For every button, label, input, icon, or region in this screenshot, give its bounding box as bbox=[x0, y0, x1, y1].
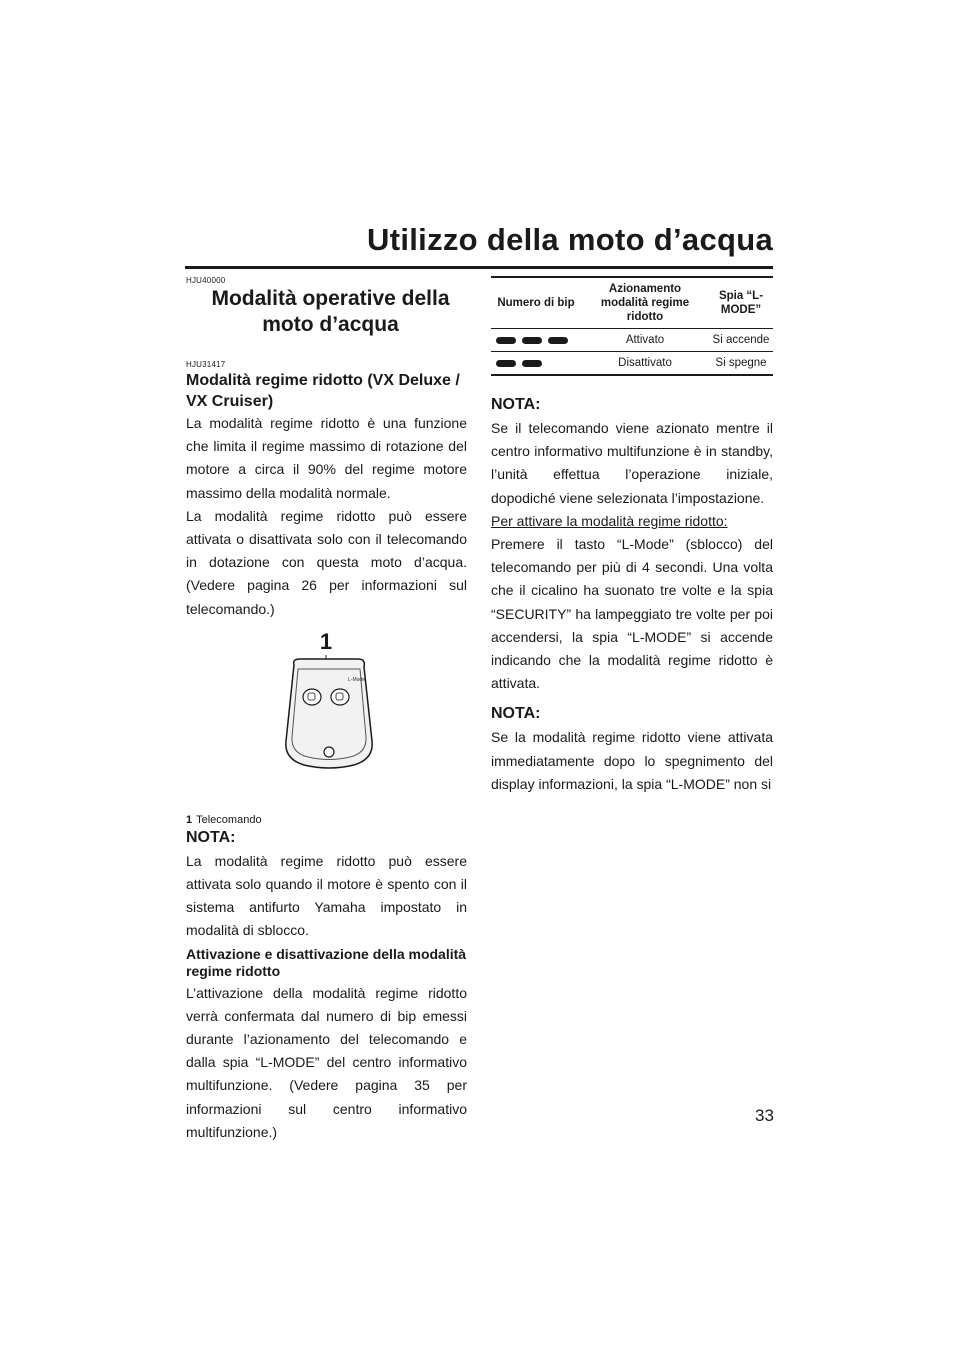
figure-caption-text: Telecomando bbox=[196, 813, 262, 826]
activation-title: Attivazione e disattivazione della modalità regime ridotto bbox=[186, 945, 467, 979]
beep-indicator-3 bbox=[494, 337, 578, 344]
figure-callout-number: 1 bbox=[319, 628, 333, 654]
section-title: Modalità operative della moto d’acqua bbox=[211, 287, 450, 336]
nota-text-2: Se il telecomando viene azionato mentre il centro informativo multifunzione è in standby, l’unità effettua l’operazione iniziale, dopodiché viene selezionata l’impostazione. bbox=[491, 420, 773, 506]
table-header-row bbox=[491, 277, 773, 329]
subsection-code: HJU31417 bbox=[186, 360, 226, 369]
right-column bbox=[491, 276, 773, 796]
activate-steps-title: Per attivare la modalità regime ridotto: bbox=[491, 512, 728, 529]
remote-lmode-label: L-Mode bbox=[348, 676, 365, 683]
figure-caption-number: 1 bbox=[186, 813, 193, 826]
nota-text-1: La modalità regime ridotto può essere attivata solo quando il motore è spento con il sistema antifurto Yamaha impostato in modalità di sblocco. bbox=[186, 852, 467, 939]
page-number: 33 bbox=[755, 1106, 774, 1125]
beep-icon bbox=[548, 337, 568, 344]
nota-text-3: Se la modalità regime ridotto viene attivata immediatamente dopo lo spegnimento del display informazioni, la spia “L-MODE” non si bbox=[491, 729, 773, 792]
table-cell-beeps bbox=[491, 352, 581, 376]
table-cell-beeps bbox=[491, 329, 581, 352]
activate-steps-text: Premere il tasto “L-Mode” (sblocco) del telecomando per più di 4 secondi. Una volta che il cicalino ha suonato tre volte e la spia “SECURITY” ha lampeggiato tre volte per poi accendersi, la spia “L-MODE” si accende indicando che la modalità regime ridotto è attivata. bbox=[491, 536, 773, 692]
body-paragraph-1: La modalità regime ridotto è una funzione che limita il regime massimo di rotazione del motore a circa il 90% del regime motore massimo della modalità normale. bbox=[186, 415, 467, 501]
table-cell-lamp: Si spegne bbox=[709, 352, 773, 376]
table-row bbox=[491, 329, 773, 352]
beep-icon bbox=[496, 360, 516, 367]
table-cell-action: Attivato bbox=[581, 329, 709, 352]
table-header-lamp: Spia “L-MODE” bbox=[709, 277, 773, 329]
nota-title-3: NOTA: bbox=[491, 705, 541, 723]
remote-figure bbox=[186, 628, 467, 826]
nota-title-2: NOTA: bbox=[491, 396, 541, 413]
table-header-beeps: Numero di bip bbox=[491, 277, 581, 329]
bip-table bbox=[491, 276, 773, 376]
table-header-action: Azionamento modalità regime ridotto bbox=[581, 277, 709, 329]
nota-title-1: NOTA: bbox=[186, 828, 236, 846]
beep-indicator-2 bbox=[494, 360, 578, 367]
table-row bbox=[491, 352, 773, 376]
header-rule bbox=[185, 266, 773, 269]
activation-text: L’attivazione della modalità regime ridotto verrà confermata dal numero di bip emessi durante l’azionamento del telecomando e dalla spia “L-MODE” del centro informativo multifunzione. (Vedere pagina 35 per informazioni sul centro informativo multifunzione.) bbox=[186, 984, 467, 1140]
page-header-title: Utilizzo della moto d’acqua bbox=[367, 222, 773, 257]
left-column bbox=[186, 276, 467, 1144]
body-paragraph-2: La modalità regime ridotto può essere attivata o disattivata solo con il telecomando in dotazione con questa moto d’acqua. (Vedere pagina 26 per informazioni sul telecomando.) bbox=[186, 507, 467, 617]
remote-control-illustration bbox=[186, 629, 467, 809]
beep-icon bbox=[522, 360, 542, 367]
beep-icon bbox=[522, 337, 542, 344]
table-cell-action: Disattivato bbox=[581, 352, 709, 376]
table-cell-lamp: Si accende bbox=[709, 329, 773, 352]
subsection-title: Modalità regime ridotto (VX Deluxe / VX Cruiser) bbox=[186, 372, 460, 410]
figure-caption bbox=[186, 814, 467, 826]
beep-icon bbox=[496, 337, 516, 344]
section-code: HJU40000 bbox=[186, 276, 226, 285]
